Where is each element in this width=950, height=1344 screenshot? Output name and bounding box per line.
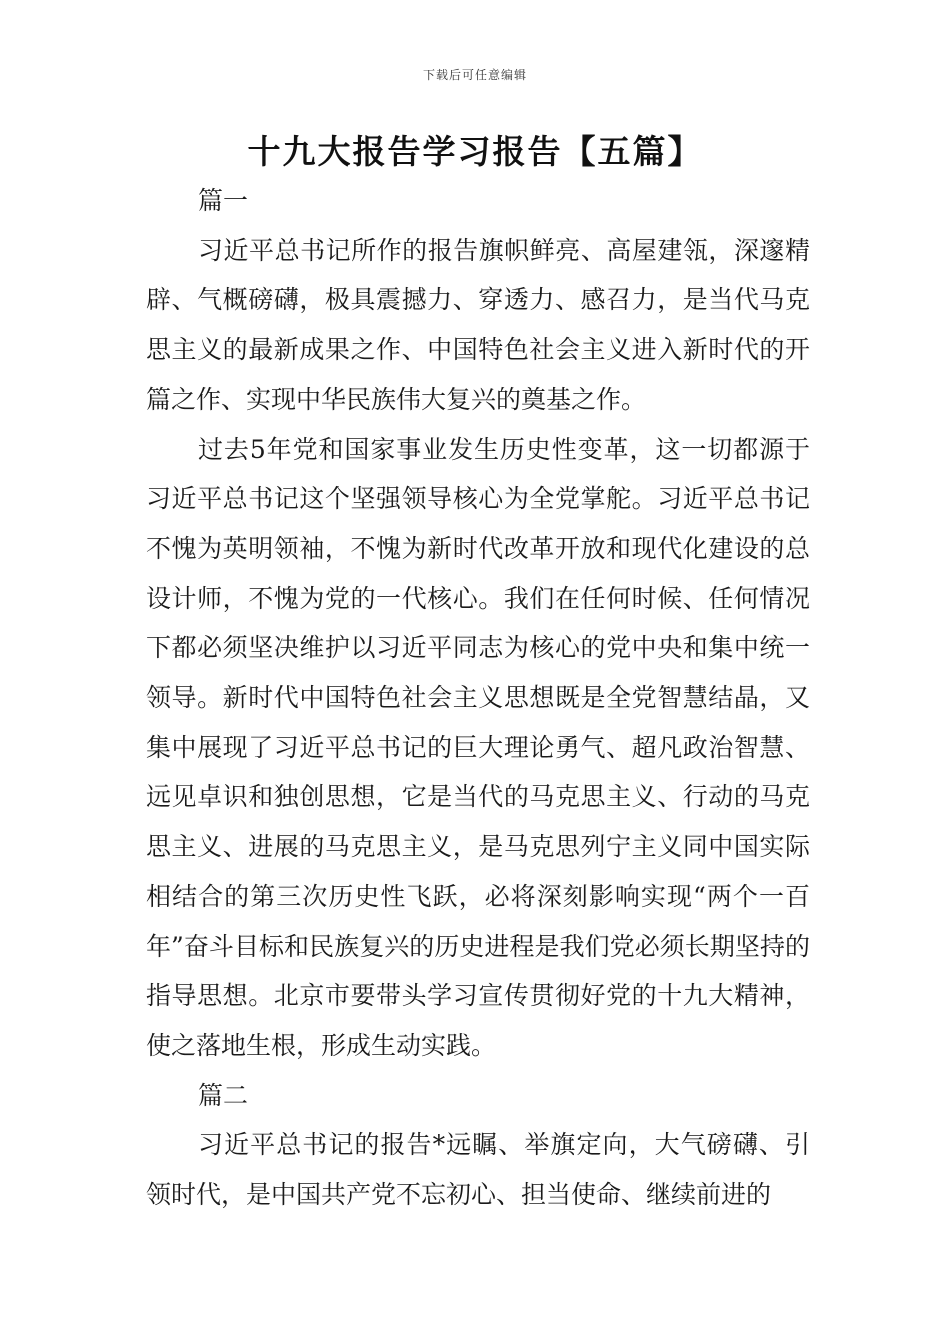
document-title: 十九大报告学习报告【五篇】 [247, 132, 703, 171]
paragraph: 过去5年党和国家事业发生历史性变革，这一切都源于习近平总书记这个坚强领导核心为全党掌舵。习近平总书记不愧为英明领袖，不愧为新时代改革开放和现代化建设的总设计师，不愧为党的一代核心。我们在任何时候、任何情况下都必须坚决维护以习近平同志为核心的党中央和集中统一领导。新时代中国特色社会主义思想既是全党智慧结晶，又集中展现了习近平总书记的巨大理论勇气、超凡政治智慧、远见卓识和独创思想，它是当代的马克思主义、行动的马克思主义、进展的马克思主义，是马克思列宁主义同中国实际相结合的第三次历史性飞跃，必将深刻影响实现“两个一百年”奋斗目标和民族复兴的历史进程是我们党必须长期坚持的指导思想。北京市要带头学习宣传贯彻好党的十九大精神，使之落地生根，形成生动实践。 [146, 434, 810, 1060]
header-note: 下载后可任意编辑 [422, 68, 527, 82]
paragraph: 习近平总书记的报告*远瞩、举旗定向，大气磅礴、引领时代，是中国共产党不忘初心、担当使命、继续前进的 [146, 1130, 810, 1210]
document-body [146, 176, 810, 1220]
paragraph: 习近平总书记所作的报告旗帜鲜亮、高屋建瓴，深邃精辟、气概磅礴，极具震撼力、穿透力、感召力，是当代马克思主义的最新成果之作、中国特色社会主义进入新时代的开篇之作、实现中华民族伟大复兴的奠基之作。 [146, 235, 810, 414]
section-heading-1: 篇一 [198, 186, 249, 215]
section-heading-2: 篇二 [198, 1080, 249, 1110]
